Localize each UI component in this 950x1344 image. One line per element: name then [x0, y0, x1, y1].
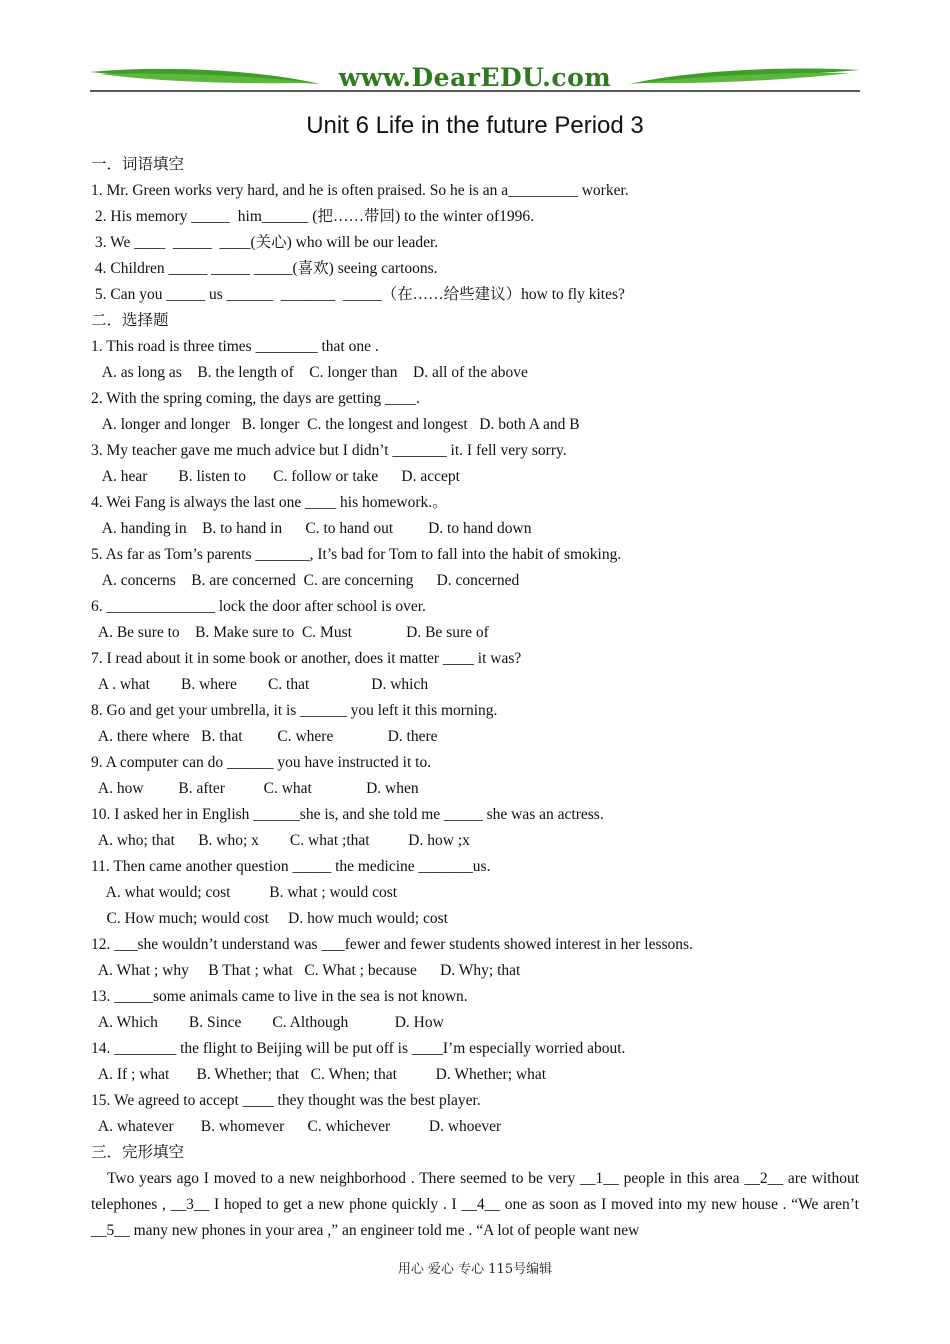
options-line: A. as long as B. the length of C. longer than D. all of the above [91, 364, 528, 381]
options-line: A. whatever B. whomever C. whichever D. whoever [91, 1118, 502, 1135]
options-line: A. Which B. Since C. Although D. How [91, 1014, 444, 1031]
options-line: A. Be sure to B. Make sure to C. Must D. Be sure of [91, 624, 489, 641]
cloze-passage: Two years ago I moved to a new neighborhood . There seemed to be very __1__ people in this area __2__ are without telephones , __3__ I hoped to get a new phone quickly . I __4__ one as soon as I moved into my new house . “We aren’t __5__ many new phones in your area ,” an engineer told me . “A lot of people want new [91, 1170, 859, 1239]
question-line: 9. A computer can do ______ you have instructed it to. [91, 754, 432, 771]
question-line: 8. Go and get your umbrella, it is ______ you left it this morning. [91, 702, 498, 719]
section-heading: 一．词语填空 [91, 156, 185, 173]
options-line: C. How much; would cost D. how much would; cost [91, 910, 448, 927]
question-line: 1. This road is three times ________ that one . [91, 338, 379, 355]
question-line: 5. Can you _____ us ______ _______ _____（在……给些建议）how to fly kites? [91, 286, 625, 303]
options-line: A. concerns B. are concerned C. are concerning D. concerned [91, 572, 520, 589]
options-line: A. how B. after C. what D. when [91, 780, 419, 797]
question-line: 3. My teacher gave me much advice but I didn’t _______ it. I fell very sorry. [91, 442, 567, 459]
question-line: 6. ______________ lock the door after school is over. [91, 598, 426, 615]
section-heading: 二．选择题 [91, 312, 169, 329]
question-line: 4. Wei Fang is always the last one ____ his homework.。 [91, 494, 448, 511]
options-line: A . what B. where C. that D. which [91, 676, 429, 693]
question-line: 3. We ____ _____ ____(关心) who will be our leader. [91, 234, 439, 251]
options-line: A. If ; what B. Whether; that C. When; that D. Whether; what [91, 1066, 547, 1083]
site-name: www.DearEDU.com [338, 63, 612, 92]
options-line: A. What ; why B That ; what C. What ; because D. Why; that [91, 962, 521, 979]
options-line: A. there where B. that C. where D. there [91, 728, 438, 745]
options-line: A. longer and longer B. longer C. the longest and longest D. both A and B [91, 416, 580, 433]
question-line: 2. His memory _____ him______ (把……带回) to the winter of1996. [91, 208, 534, 225]
question-line: 15. We agreed to accept ____ they thought was the best player. [91, 1092, 481, 1109]
question-line: 14. ________ the flight to Beijing will be put off is ____I’m especially worried about. [91, 1040, 626, 1057]
section-heading: 三．完形填空 [91, 1144, 185, 1161]
question-line: 12. ___she wouldn’t understand was ___fewer and fewer students showed interest in her lessons. [91, 936, 693, 953]
question-line: 1. Mr. Green works very hard, and he is often praised. So he is an a_________ worker. [91, 182, 629, 199]
question-line: 4. Children _____ _____ _____(喜欢) seeing cartoons. [91, 260, 438, 277]
options-line: A. handing in B. to hand in C. to hand out D. to hand down [91, 520, 532, 537]
question-line: 2. With the spring coming, the days are getting ____. [91, 390, 420, 407]
options-line: A. who; that B. who; x C. what ;that D. how ;x [91, 832, 470, 849]
question-line: 11. Then came another question _____ the medicine _______us. [91, 858, 491, 875]
question-line: 7. I read about it in some book or another, does it matter ____ it was? [91, 650, 522, 667]
options-line: A. what would; cost B. what ; would cost [91, 884, 398, 901]
question-line: 10. I asked her in English ______she is, and she told me _____ she was an actress. [91, 806, 604, 823]
options-line: A. hear B. listen to C. follow or take D. accept [91, 468, 460, 485]
worksheet-body [91, 152, 859, 1244]
question-line: 5. As far as Tom’s parents _______, It’s bad for Tom to fall into the habit of smoking. [91, 546, 622, 563]
question-line: 13. _____some animals came to live in the sea is not known. [91, 988, 468, 1005]
site-banner [90, 62, 860, 94]
page-title: Unit 6 Life in the future Period 3 [306, 112, 644, 139]
page-footer: 用心 爱心 专心 115号编辑 [397, 1262, 553, 1277]
